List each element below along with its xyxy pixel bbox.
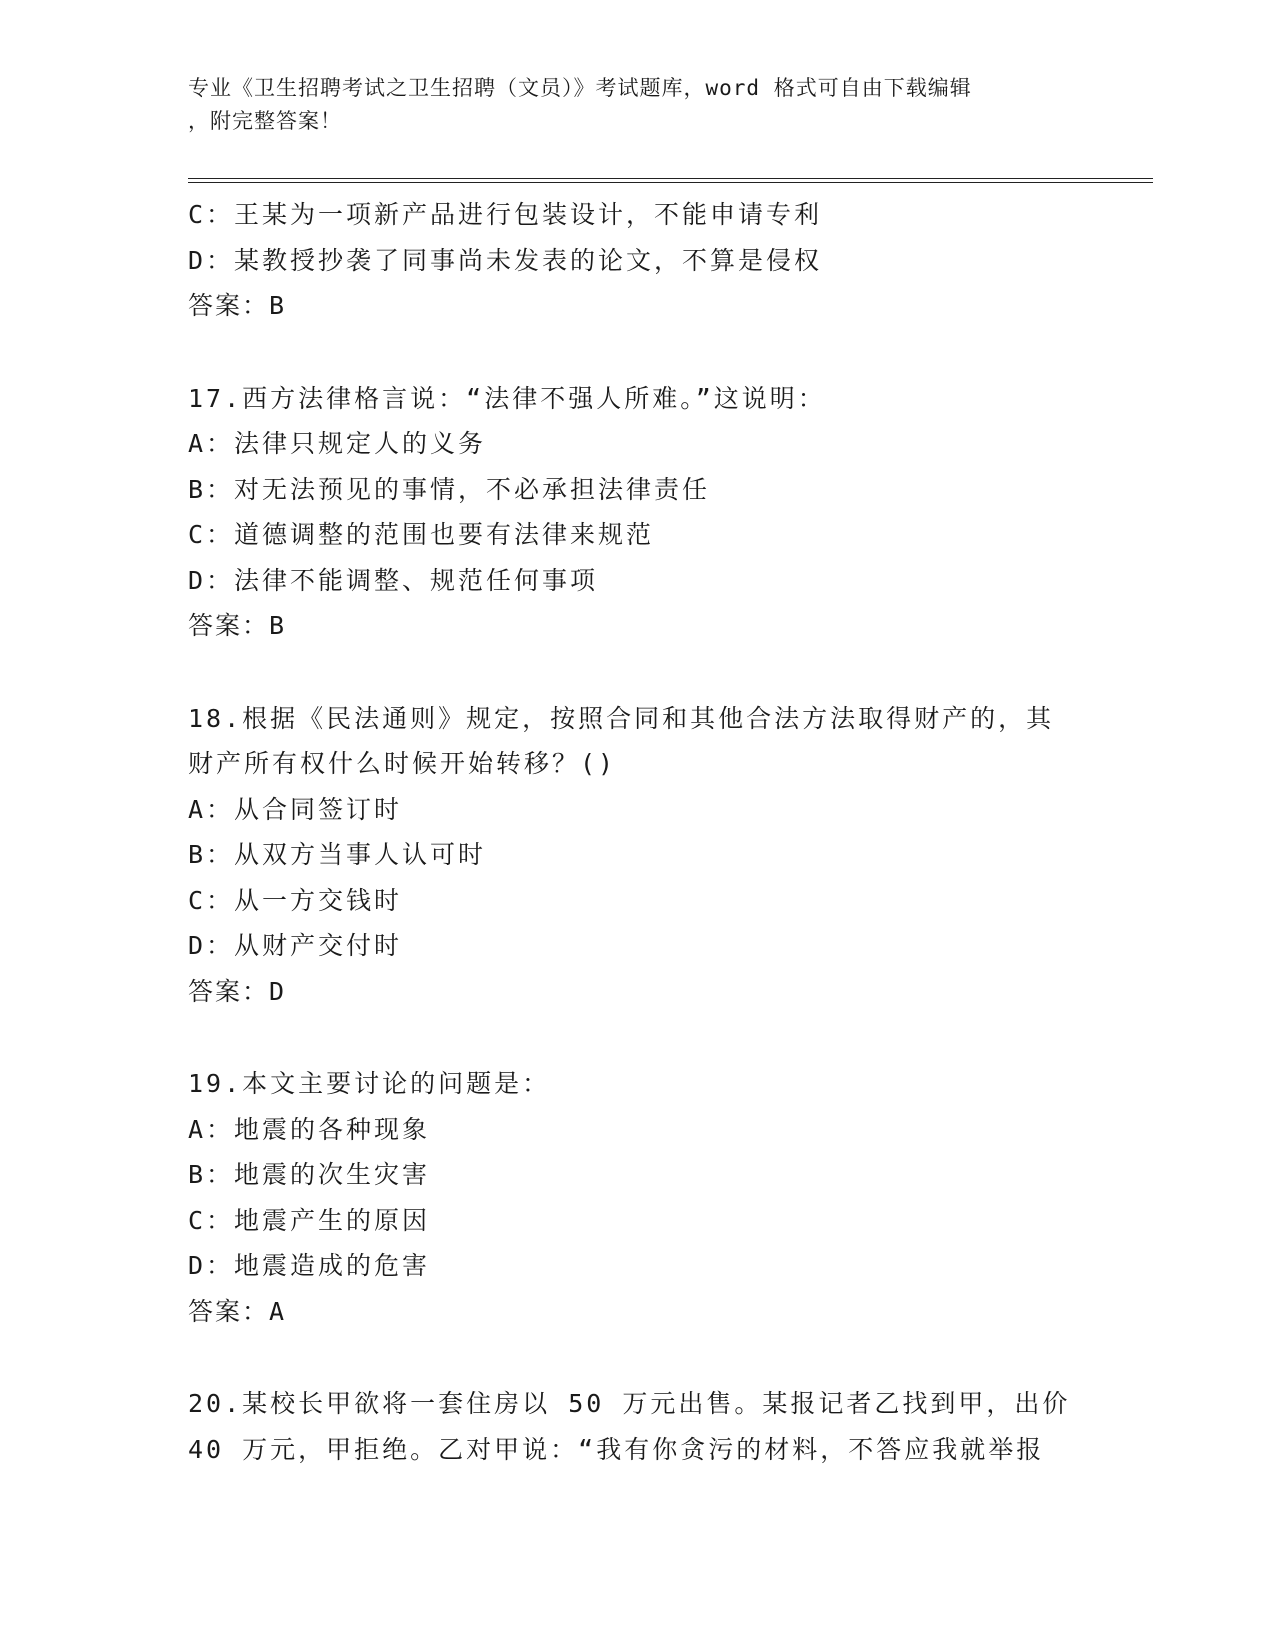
answer: 答案：A xyxy=(188,1296,287,1326)
option-b: B：对无法预见的事情，不必承担法律责任 xyxy=(188,474,711,504)
question-18 xyxy=(188,696,1088,1015)
option-a: A：从合同签订时 xyxy=(188,794,403,824)
question-19 xyxy=(188,1061,1088,1334)
option-d: D：地震造成的危害 xyxy=(188,1251,431,1280)
option-d: D：法律不能调整、规范任何事项 xyxy=(188,565,599,595)
header-title-line1: 专业《卫生招聘考试之卫生招聘（文员）》考试题库，word 格式可自由下载编辑 xyxy=(188,76,972,100)
question-stem: 17.西方法律格言说：“法律不强人所难。”这说明： xyxy=(188,383,826,413)
question-16 xyxy=(188,192,1088,329)
option-d: D：某教授抄袭了同事尚未发表的论文，不算是侵权 xyxy=(188,245,823,275)
answer: 答案：D xyxy=(188,976,287,1006)
option-d: D：从财产交付时 xyxy=(188,931,403,960)
option-c: C：地震产生的原因 xyxy=(188,1205,431,1235)
option-b: B：从双方当事人认可时 xyxy=(188,840,487,869)
question-stem: 19.本文主要讨论的问题是： xyxy=(188,1069,551,1098)
option-c: C：王某为一项新产品进行包装设计，不能申请专利 xyxy=(188,200,823,229)
option-a: A：法律只规定人的义务 xyxy=(188,429,487,458)
question-list xyxy=(188,192,1088,1472)
question-17 xyxy=(188,376,1088,649)
question-stem-line1: 20.某校长甲欲将一套住房以 50 万元出售。某报记者乙找到甲，出价 xyxy=(188,1389,1071,1418)
page-header xyxy=(188,72,1088,138)
answer: 答案：B xyxy=(188,291,287,320)
header-title-line2: ，附完整答案！ xyxy=(188,109,342,133)
option-a: A：地震的各种现象 xyxy=(188,1114,431,1144)
answer: 答案：B xyxy=(188,611,287,640)
question-20 xyxy=(188,1381,1088,1472)
question-stem-line1: 18.根据《民法通则》规定，按照合同和其他合法方法取得财产的，其 xyxy=(188,703,1055,733)
question-stem-line2: 财产所有权什么时候开始转移？() xyxy=(188,749,617,778)
option-c: C：道德调整的范围也要有法律来规范 xyxy=(188,520,655,549)
question-stem-line2: 40 万元，甲拒绝。乙对甲说：“我有你贪污的材料，不答应我就举报 xyxy=(188,1434,1045,1464)
option-b: B：地震的次生灾害 xyxy=(188,1160,431,1189)
option-c: C：从一方交钱时 xyxy=(188,885,403,915)
header-divider xyxy=(188,178,1153,183)
